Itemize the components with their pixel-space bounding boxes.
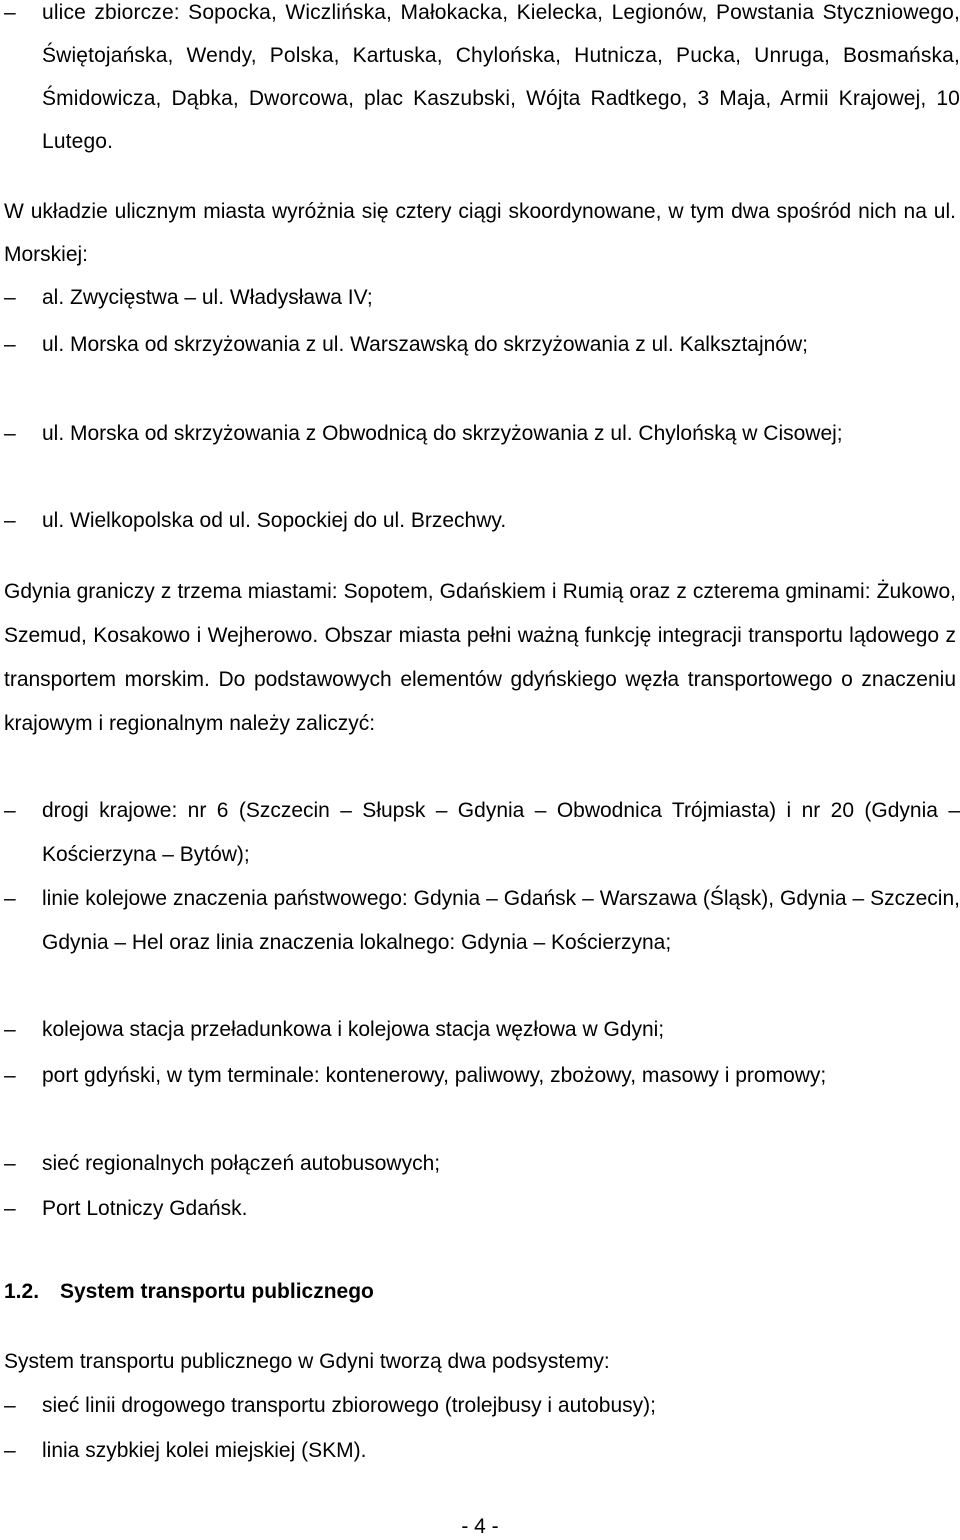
dash-bullet: –	[4, 422, 16, 445]
list-item-text: linia szybkiej kolei miejskiej (SKM).	[42, 1439, 367, 1462]
dash-bullet: –	[4, 509, 16, 532]
list-item-text: sieć regionalnych połączeń autobusowych;	[42, 1152, 441, 1175]
list-item-text: sieć linii drogowego transportu zbiorowego (trolejbusy i autobusy);	[42, 1394, 656, 1417]
section-title: System transportu publicznego	[60, 1280, 374, 1303]
paragraph-system: System transportu publicznego w Gdyni tworzą dwa podsystemy:	[4, 1350, 610, 1373]
paragraph-borders: Gdynia graniczy z trzema miastami: Sopotem, Gdańskiem i Rumią oraz z czterema gminami: Żukowo, Szemud, Kosakowo i Wejherowo. Obszar miasta pełni ważną funkcję integracji transportu lądowego z transportem morskim. Do podstawowych elementów gdyńskiego węzła transportowego o znaczeniu krajowym i regionalnym należy zaliczyć:	[4, 580, 956, 735]
list-item-text: kolejowa stacja przeładunkowa i kolejowa stacja węzłowa w Gdyni;	[42, 1018, 665, 1041]
dash-bullet: –	[4, 1197, 16, 1220]
list-item-text: ul. Wielkopolska od ul. Sopockiej do ul. Brzechwy.	[42, 509, 507, 532]
list-item-text: ulice zbiorcze: Sopocka, Wiczlińska, Małokacka, Kielecka, Legionów, Powstania Styczniowego, Świętojańska, Wendy, Polska, Kartuska, Chylońska, Hutnicza, Pucka, Unruga, Bosmańska, Śmidowicza, Dąbka, Dworcowa, plac Kaszubski, Wójta Radtkego, 3 Maja, Armii Krajowej, 10 Lutego.	[42, 1, 960, 153]
dash-bullet: –	[4, 887, 16, 910]
dash-bullet: –	[4, 1, 16, 24]
list-item-text: drogi krajowe: nr 6 (Szczecin – Słupsk – Gdynia – Obwodnica Trójmiasta) i nr 20 (Gdynia – Kościerzyna – Bytów);	[42, 799, 960, 866]
dash-bullet: –	[4, 1439, 16, 1462]
dash-bullet: –	[4, 1394, 16, 1417]
list-item-text: Port Lotniczy Gdańsk.	[42, 1197, 248, 1220]
list-item-text: port gdyński, w tym terminale: kontenerowy, paliwowy, zbożowy, masowy i promowy;	[42, 1064, 827, 1087]
dash-bullet: –	[4, 799, 16, 822]
section-number: 1.2.	[4, 1280, 40, 1303]
page-number: - 4 -	[461, 1515, 499, 1538]
dash-bullet: –	[4, 1018, 16, 1041]
dash-bullet: –	[4, 286, 16, 309]
list-item-text: ul. Morska od skrzyżowania z Obwodnicą do skrzyżowania z ul. Chylońską w Cisowej;	[42, 422, 843, 445]
list-item-text: ul. Morska od skrzyżowania z ul. Warszawską do skrzyżowania z ul. Kalksztajnów;	[42, 333, 808, 356]
list-item-streets	[4, 0, 960, 167]
dash-bullet: –	[4, 1152, 16, 1175]
dash-bullet: –	[4, 333, 16, 356]
paragraph-network: W układzie ulicznym miasta wyróżnia się cztery ciągi skoordynowane, w tym dwa spośród nich na ul. Morskiej:	[4, 200, 956, 266]
list-item-text: linie kolejowe znaczenia państwowego: Gdynia – Gdańsk – Warszawa (Śląsk), Gdynia – Szczecin, Gdynia – Hel oraz linia znaczenia lokalnego: Gdynia – Kościerzyna;	[42, 887, 960, 954]
section-heading	[4, 1278, 374, 1306]
list-item-text: al. Zwycięstwa – ul. Władysława IV;	[42, 286, 373, 309]
dash-bullet: –	[4, 1064, 16, 1087]
